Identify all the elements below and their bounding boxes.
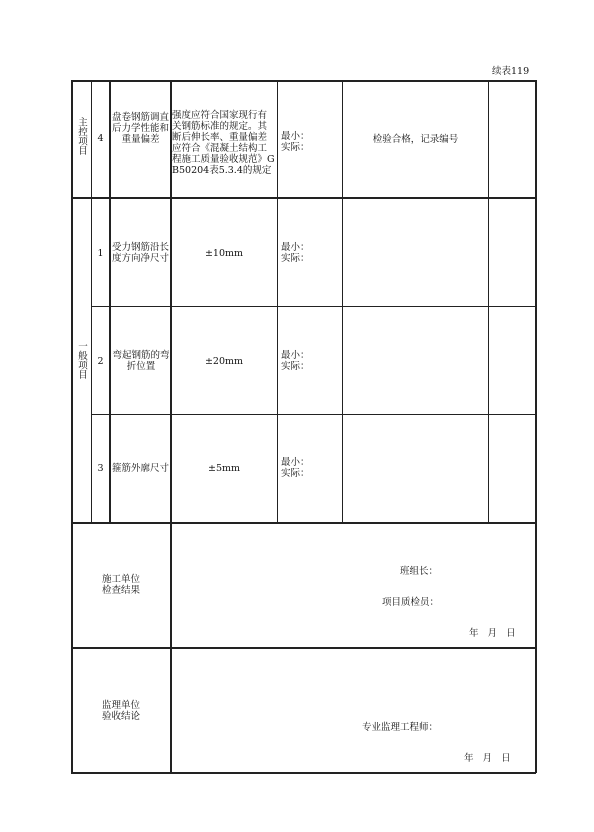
construction-unit-label: 施工单位 检查结果: [101, 574, 140, 596]
item-name: 弯起钢筋的弯折位置: [112, 350, 170, 372]
tolerance: ±5mm: [207, 463, 241, 474]
quality-inspector-label: 项目质检员：: [382, 597, 440, 608]
main-control-item-name: 盘卷钢筋调直后力学性能和重量偏差: [112, 112, 170, 145]
main-control-result: 检验合格，记录编号: [372, 134, 459, 145]
tolerance: ±20mm: [204, 356, 244, 367]
measure: 最小： 实际：: [281, 350, 310, 372]
continuation-label: 续表119: [492, 66, 530, 77]
row-number: 3: [97, 463, 104, 474]
supervising-engineer-label: 专业监理工程师：: [362, 722, 439, 733]
item-name: 箍筋外廓尺寸: [111, 463, 169, 474]
supervision-date: 年 月 日: [464, 753, 511, 764]
item-name: 受力钢筋沿长度方向净尺寸: [111, 242, 169, 264]
row-number: 1: [97, 248, 104, 259]
measure: 最小： 实际：: [281, 457, 310, 479]
main-control-group-label: 主控项目: [76, 117, 87, 155]
main-control-measure: 最小： 实际：: [281, 131, 310, 153]
team-leader-label: 班组长：: [400, 566, 439, 577]
construction-date: 年 月 日: [469, 628, 516, 639]
general-group-label: 一般项目: [76, 341, 87, 379]
supervision-unit-label: 监理单位 验收结论: [101, 700, 140, 722]
main-control-requirement: 强度应符合国家现行有关钢筋标准的规定。其断后伸长率、重量偏差应符合《混凝土结构工程施工质量验收规范》GB50204表5.3.4的规定: [172, 110, 275, 176]
row-number: 2: [97, 356, 104, 367]
main-control-row-number: 4: [97, 133, 104, 144]
tolerance: ±10mm: [204, 248, 244, 259]
measure: 最小： 实际：: [281, 242, 310, 264]
